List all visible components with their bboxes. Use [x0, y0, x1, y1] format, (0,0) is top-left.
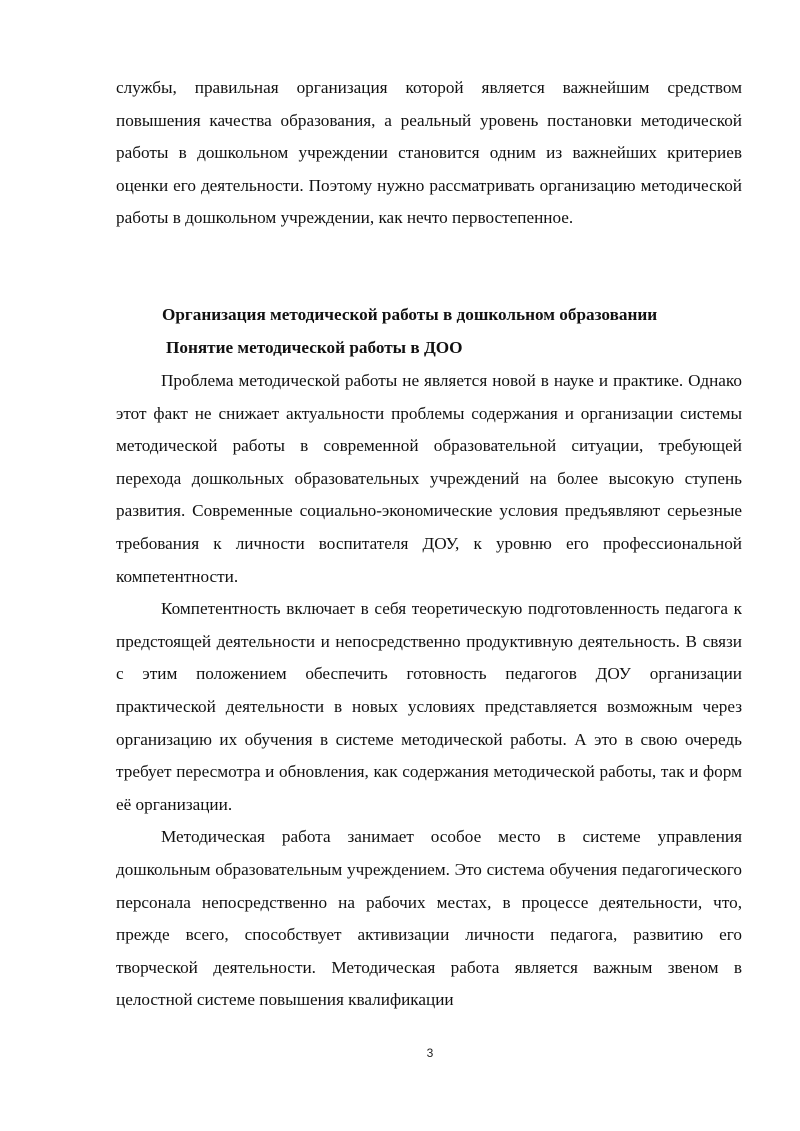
body-paragraph: Компетентность включает в себя теоретическую подготовленность педагога к предстоящей деятельности и непосредственно продуктивную деятельность. В связи с этим положением обеспечить готовность педагогов ДОУ организации практической деятельности в новых условиях представляется возможным через организацию их обучения в системе методической работы. А это в свою очередь требует пересмотра и обновления, как содержания методической работы, так и форм её организации. — [116, 599, 742, 814]
body-paragraph: Проблема методической работы не является новой в науке и практике. Однако этот факт не снижает актуальности проблемы содержания и организации системы методической работы в современной образовательной ситуации, требующей перехода дошкольных образовательных учреждений на более высокую ступень развития. Современные социально-экономические условия предъявляют серьезные требования к личности воспитателя ДОУ, к уровню его профессиональной компетентности. — [116, 371, 742, 586]
body-text-block — [116, 365, 742, 1017]
page-number: 3 — [426, 1046, 434, 1060]
intro-paragraph: службы, правильная организация которой является важнейшим средством повышения качества образования, а реальный уровень постановки методической работы в дошкольном учреждении становится одним из важнейших критериев оценки его деятельности. Поэтому нужно рассматривать организацию методической работы в дошкольном учреждении, как нечто первостепенное. — [116, 78, 742, 228]
body-paragraph: Методическая работа занимает особое место в системе управления дошкольным образовательным учреждением. Это система обучения педагогического персонала непосредственно на рабочих местах, в процессе деятельности, что, прежде всего, способствует активизации личности педагога, развитию его творческой деятельности. Методическая работа является важным звеном в целостной системе повышения квалификации — [116, 827, 742, 1010]
subsection-heading: Понятие методической работы в ДОО — [166, 337, 463, 357]
headings-block — [116, 299, 742, 364]
intro-text-block — [116, 72, 742, 235]
section-heading: Организация методической работы в дошкольном образовании — [162, 305, 658, 324]
